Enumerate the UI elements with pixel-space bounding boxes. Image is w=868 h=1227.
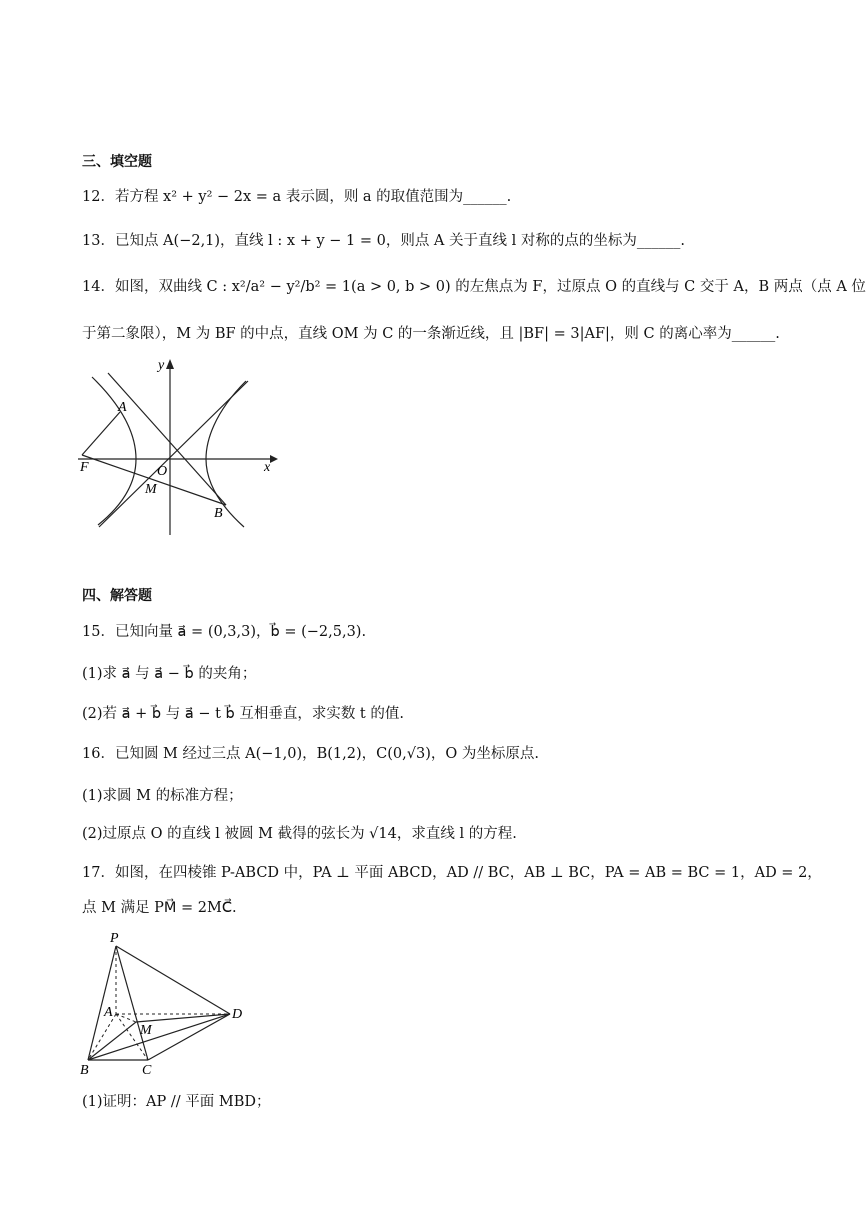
- y-axis-arrow: [166, 359, 174, 369]
- label-O: O: [157, 464, 168, 479]
- label-M: M: [140, 1023, 152, 1038]
- label-P: P: [110, 931, 119, 946]
- question-15-part-1: (1)求 a⃗ 与 a⃗ − b⃗ 的夹角；: [82, 666, 257, 682]
- edge-P-C: [116, 946, 148, 1060]
- question-17-part-1: (1)证明：AP // 平面 MBD；: [82, 1094, 271, 1110]
- question-14-line-2: 于第二象限），M 为 BF 的中点，直线 OM 为 C 的一条渐近线，且 |BF| = 3|AF|，则 C 的离心率为______.: [82, 326, 780, 342]
- edge-P-B: [88, 946, 116, 1060]
- section-heading-fill-in: 三、填空题: [82, 154, 152, 170]
- question-15-stem: 15．已知向量 a⃗ = (0,3,3)，b⃗ = (−2,5,3).: [82, 624, 367, 640]
- label-B: B: [214, 506, 223, 521]
- segment-B-M: [88, 1022, 136, 1060]
- label-F: F: [80, 460, 89, 475]
- label-A: A: [118, 400, 127, 415]
- segment-A-M: [116, 1014, 136, 1022]
- question-17-line-2: 点 M 满足 PM⃗ = 2MC⃗.: [82, 900, 237, 916]
- label-x: x: [264, 460, 271, 475]
- edge-P-D: [116, 946, 230, 1014]
- question-16-part-2: (2)过原点 O 的直线 l 被圆 M 截得的弦长为 √14，求直线 l 的方程.: [82, 826, 517, 842]
- edge-A-B: [88, 1014, 116, 1060]
- question-17-line-1: 17．如图，在四棱锥 P-ABCD 中，PA ⊥ 平面 ABCD，AD // BC，AB ⊥ BC，PA = AB = BC = 1，AD = 2，: [82, 865, 822, 881]
- question-16-stem: 16．已知圆 M 经过三点 A(−1,0)，B(1,2)，C(0,√3)，O 为坐标原点.: [82, 746, 539, 762]
- label-C: C: [142, 1063, 152, 1078]
- segment-F-A: [82, 412, 120, 455]
- label-D: D: [232, 1007, 243, 1022]
- question-16-part-1: (1)求圆 M 的标准方程；: [82, 788, 243, 804]
- hyperbola-left-branch: [92, 377, 136, 525]
- label-B: B: [80, 1063, 89, 1078]
- label-y: y: [158, 358, 165, 373]
- label-A: A: [104, 1005, 113, 1020]
- question-15-part-2: (2)若 a⃗ + b⃗ 与 a⃗ − t b⃗ 互相垂直，求实数 t 的值.: [82, 706, 404, 722]
- label-M: M: [145, 482, 157, 497]
- x-axis-arrow: [270, 455, 278, 463]
- question-12: 12．若方程 x² + y² − 2x = a 表示圆，则 a 的取值范围为______.: [82, 189, 512, 205]
- hyperbola-figure: [74, 355, 284, 540]
- question-14-line-1: 14．如图，双曲线 C : x²/a² − y²/b² = 1(a > 0, b > 0) 的左焦点为 F，过原点 O 的直线与 C 交于 A，B 两点（点 A 位: [82, 279, 866, 295]
- segment-B-D: [88, 1014, 230, 1060]
- question-13: 13．已知点 A(−2,1)，直线 l : x + y − 1 = 0，则点 A 关于直线 l 对称的点的坐标为______.: [82, 233, 685, 249]
- section-heading-solutions: 四、解答题: [82, 588, 152, 604]
- pyramid-figure: [78, 928, 258, 1078]
